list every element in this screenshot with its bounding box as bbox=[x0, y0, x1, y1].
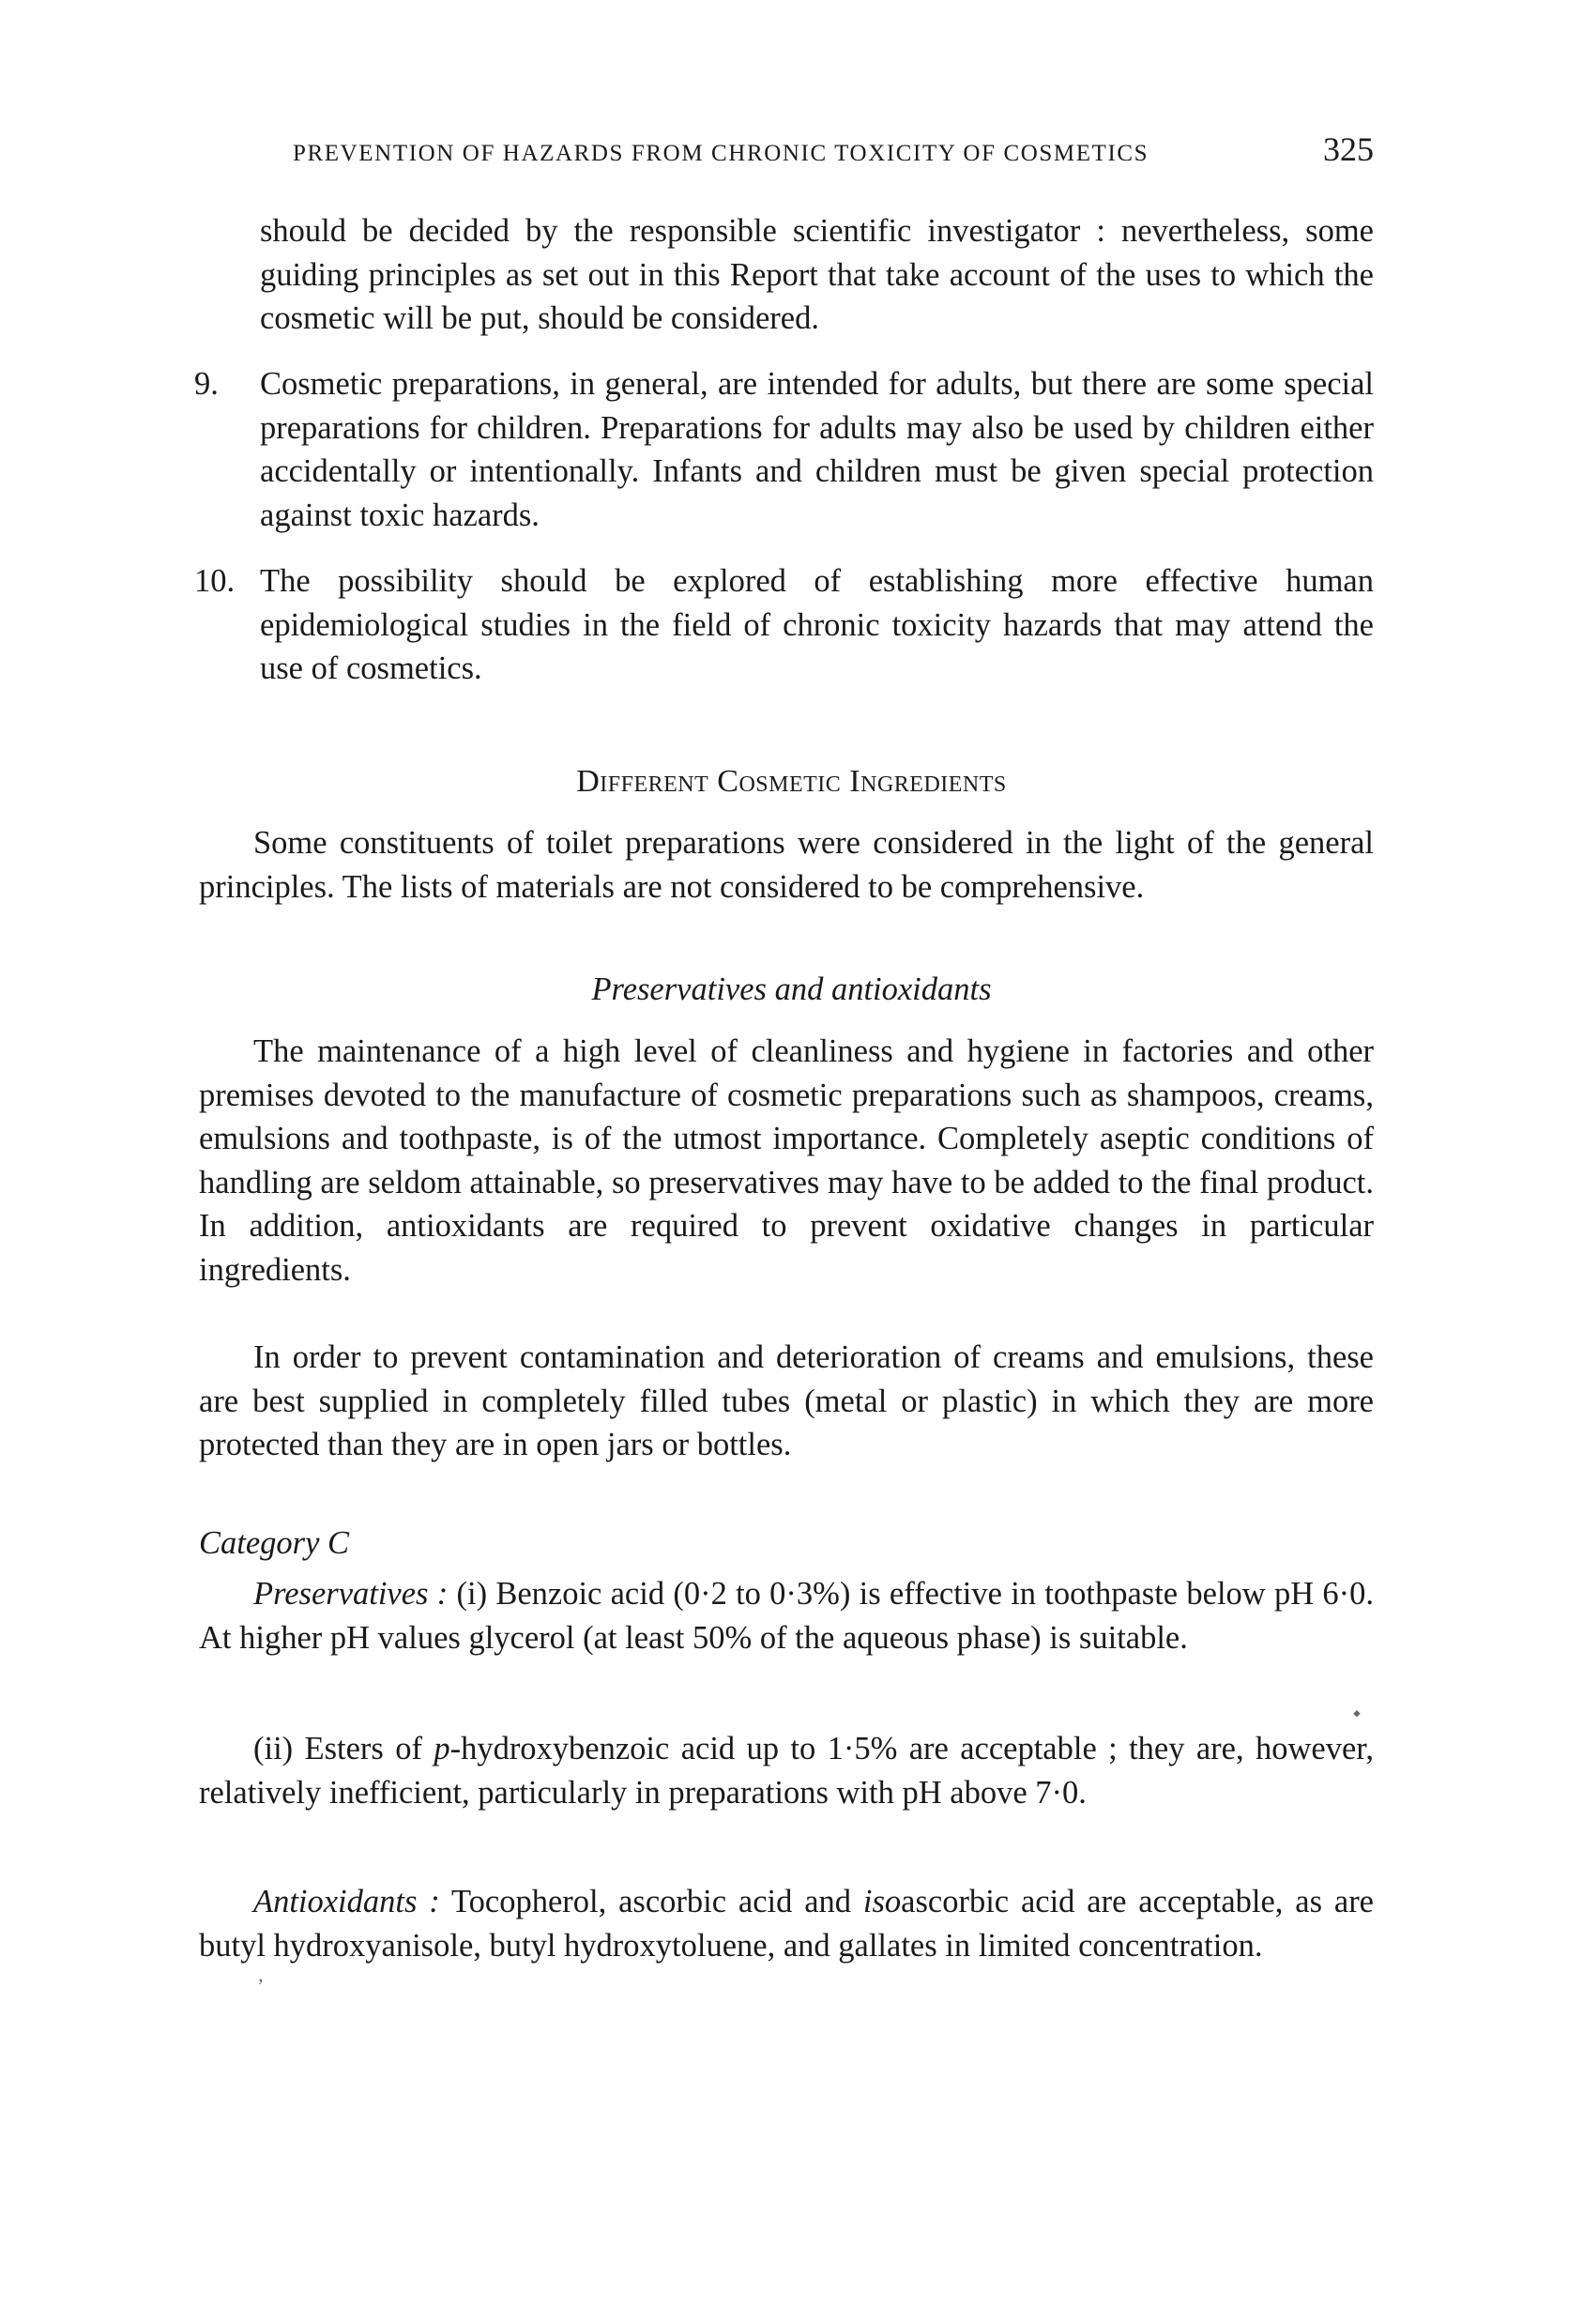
item-number: 10. bbox=[194, 563, 236, 599]
running-title: PREVENTION OF HAZARDS FROM CHRONIC TOXICITY OF COSMETICS bbox=[293, 141, 1149, 166]
paragraph-text: The maintenance of a high level of cleanliness and hygiene in factories and other premises devoted to the manufacture of cosmetic preparations such as shampoos, creams, emulsions and toothpaste, is of the utmost importance. Completely aseptic conditions of handling are seldom attainable, so preservatives may have to be added to the final product. In addition, antioxidants are required to prevent oxidative changes in particular ingredients. bbox=[199, 1033, 1374, 1288]
antioxidants-paragraph bbox=[199, 1880, 1374, 1967]
italic-run: iso bbox=[862, 1884, 902, 1919]
print-speck: ⬩ bbox=[1353, 1701, 1361, 1724]
text-run: ascorbic acid are acceptable, as are butyl hydroxyanisole, butyl hydroxytoluene, and gallates in limited concentration. bbox=[199, 1884, 1374, 1964]
intro-paragraph bbox=[199, 821, 1374, 909]
item-number: 9. bbox=[194, 366, 219, 402]
section-heading: Different Cosmetic Ingredients bbox=[576, 764, 1007, 799]
continuation-text: should be decided by the responsible scientific investigator : nevertheless, some guiding principles as set out in this Report that take account of the uses to which the cosmetic will be put, should be considered. bbox=[260, 213, 1374, 336]
paragraph-text: In order to prevent contamination and deterioration of creams and emulsions, these are best supplied in completely filled tubes (metal or plastic) in which they are more protected than they are in open jars or bottles. bbox=[199, 1339, 1374, 1462]
preservatives-text bbox=[199, 1572, 1374, 1659]
italic-run: p bbox=[434, 1731, 450, 1766]
subheading: Preservatives and antioxidants bbox=[591, 971, 992, 1007]
paragraph-cleanliness bbox=[199, 1030, 1374, 1292]
numbered-item-10 bbox=[194, 559, 1374, 691]
antioxidants-label: Antioxidants : bbox=[253, 1884, 440, 1919]
item-text: The possibility should be explored of establishing more effective human epidemiological studies in the field of chronic toxicity hazards that may attend the use of cosmetics. bbox=[260, 563, 1374, 686]
preservatives-item-i-text: (i) Benzoic acid (0·2 to 0·3%) is effective in toothpaste below pH 6·0. At higher pH values glycerol (at least 50% of the aqueous phase) is suitable. bbox=[199, 1576, 1374, 1656]
print-speck: ’ bbox=[257, 1974, 265, 1997]
preservatives-item-ii bbox=[199, 1727, 1374, 1814]
preservatives-label: Preservatives : bbox=[253, 1576, 449, 1612]
antioxidants-text bbox=[199, 1880, 1374, 1967]
category-heading: Category C bbox=[199, 1525, 350, 1561]
intro-text: Some constituents of toilet preparations were considered in the light of the general principles. The lists of materials are not considered to be comprehensive. bbox=[199, 825, 1374, 905]
text-run: (ii) Esters of bbox=[253, 1731, 434, 1766]
text-run: -hydroxybenzoic acid up to 1·5% are acceptable ; they are, however, relatively inefficient, particularly in preparations with pH above 7·0. bbox=[199, 1731, 1374, 1811]
running-header bbox=[293, 130, 1374, 169]
preservatives-item-ii-text bbox=[199, 1727, 1374, 1814]
preservatives-item-i bbox=[199, 1572, 1374, 1659]
continuation-paragraph bbox=[260, 209, 1374, 341]
numbered-item-9 bbox=[194, 362, 1374, 537]
item-text: Cosmetic preparations, in general, are intended for adults, but there are some special preparations for children. Preparations for adults may also be used by children either accidentally or intentionally. Infants and children must be given special protection against toxic hazards. bbox=[260, 366, 1374, 533]
paragraph-packaging bbox=[199, 1336, 1374, 1467]
page-number: 325 bbox=[1323, 130, 1374, 168]
text-run: Tocopherol, ascorbic acid and bbox=[439, 1884, 863, 1919]
